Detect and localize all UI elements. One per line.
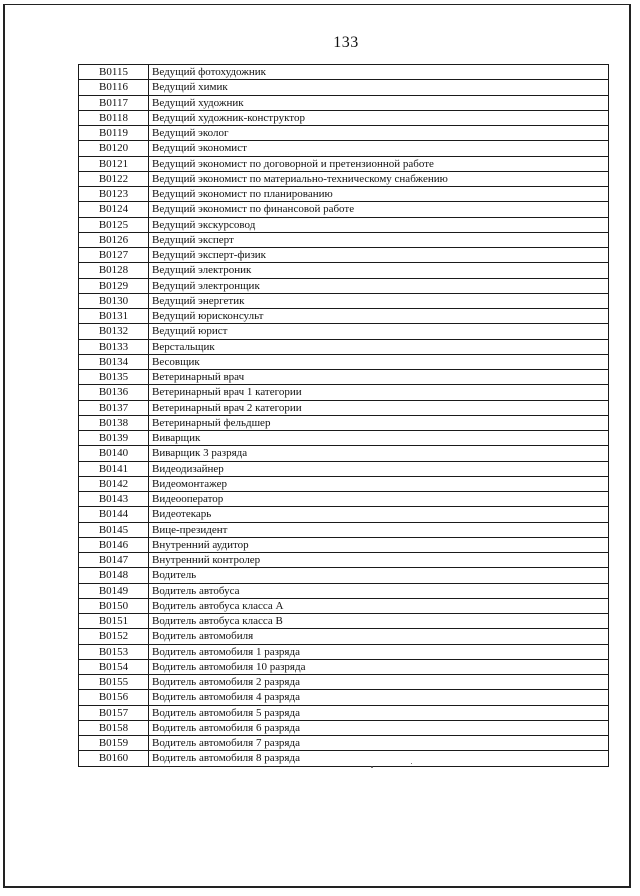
table-row [79,720,609,735]
table-row [79,202,609,217]
occupation-code: В0131 [79,309,149,324]
occupation-name: Ведущий юрист [149,324,609,339]
occupation-name: Ведущий фотохудожник [149,65,609,80]
occupation-name: Ведущий экскурсовод [149,217,609,232]
table-row [79,736,609,751]
occupation-name: Верстальщик [149,339,609,354]
occupation-name: Ведущий эксперт [149,232,609,247]
occupation-name: Водитель автомобиля 1 разряда [149,644,609,659]
scan-speck [371,766,373,768]
occupation-code: В0158 [79,720,149,735]
occupation-name: Ведущий электроник [149,263,609,278]
occupation-codes-table [78,64,609,767]
table-row [79,415,609,430]
table-row [79,248,609,263]
occupation-code: В0160 [79,751,149,766]
occupation-name: Ведущий химик [149,80,609,95]
scan-speck [411,763,412,764]
occupation-code: В0159 [79,736,149,751]
table-row [79,110,609,125]
table-row [79,126,609,141]
occupation-name: Ведущий экономист по планированию [149,187,609,202]
table-row [79,217,609,232]
occupation-name: Водитель автомобиля 2 разряда [149,675,609,690]
occupation-code: В0122 [79,171,149,186]
occupation-name: Водитель автомобиля [149,629,609,644]
occupation-code: В0125 [79,217,149,232]
occupation-name: Водитель автомобиля 6 разряда [149,720,609,735]
table-row [79,370,609,385]
occupation-code: В0123 [79,187,149,202]
occupation-name: Видеотекарь [149,507,609,522]
occupation-code: В0156 [79,690,149,705]
occupation-code: В0143 [79,492,149,507]
occupation-code: В0150 [79,598,149,613]
occupation-name: Весовщик [149,354,609,369]
occupation-code: В0141 [79,461,149,476]
occupation-code: В0145 [79,522,149,537]
occupation-name: Ветеринарный врач 2 категории [149,400,609,415]
occupation-name: Ведущий электронщик [149,278,609,293]
occupation-code: В0155 [79,675,149,690]
occupation-code: В0136 [79,385,149,400]
table-row [79,614,609,629]
occupation-name: Водитель автомобиля 10 разряда [149,659,609,674]
occupation-name: Ведущий художник [149,95,609,110]
table-row [79,553,609,568]
occupation-code: В0133 [79,339,149,354]
occupation-name: Водитель автомобиля 4 разряда [149,690,609,705]
occupation-code: В0147 [79,553,149,568]
occupation-code: В0124 [79,202,149,217]
occupation-code: В0154 [79,659,149,674]
table-row [79,446,609,461]
table-row [79,507,609,522]
table-row [79,80,609,95]
occupation-name: Ведущий эксперт-физик [149,248,609,263]
occupation-code: В0149 [79,583,149,598]
occupation-name: Виварщик [149,431,609,446]
table-row [79,629,609,644]
table-row [79,232,609,247]
occupation-code: В0117 [79,95,149,110]
table-row [79,339,609,354]
table-row [79,95,609,110]
occupation-code: В0128 [79,263,149,278]
occupation-name: Водитель автомобиля 7 разряда [149,736,609,751]
occupation-code: В0120 [79,141,149,156]
table-row [79,583,609,598]
occupation-name: Водитель автобуса класса В [149,614,609,629]
table-row [79,461,609,476]
occupation-name: Ведущий художник-конструктор [149,110,609,125]
occupation-name: Виварщик 3 разряда [149,446,609,461]
table-row [79,568,609,583]
occupation-code: В0151 [79,614,149,629]
occupation-code: В0132 [79,324,149,339]
occupation-name: Ветеринарный врач 1 категории [149,385,609,400]
occupation-code: В0115 [79,65,149,80]
occupation-name: Ведущий эколог [149,126,609,141]
occupation-name: Ветеринарный врач [149,370,609,385]
occupation-name: Ветеринарный фельдшер [149,415,609,430]
table-row [79,187,609,202]
occupation-name: Ведущий энергетик [149,293,609,308]
occupation-code: В0134 [79,354,149,369]
occupation-name: Ведущий юрисконсульт [149,309,609,324]
occupation-code: В0137 [79,400,149,415]
occupation-code: В0148 [79,568,149,583]
occupation-name: Вице-президент [149,522,609,537]
table-row [79,400,609,415]
table-row [79,492,609,507]
occupation-code: В0130 [79,293,149,308]
occupation-code: В0139 [79,431,149,446]
table-row [79,598,609,613]
table-row [79,705,609,720]
table-row [79,751,609,766]
occupation-name: Ведущий экономист [149,141,609,156]
occupation-code: В0157 [79,705,149,720]
occupation-code: В0127 [79,248,149,263]
table-row [79,263,609,278]
occupation-code: В0144 [79,507,149,522]
occupation-name: Водитель [149,568,609,583]
occupation-code: В0146 [79,537,149,552]
occupation-code: В0116 [79,80,149,95]
table-row [79,141,609,156]
occupation-code: В0138 [79,415,149,430]
occupation-code: В0142 [79,476,149,491]
table-row [79,65,609,80]
occupation-code: В0153 [79,644,149,659]
table-row [79,690,609,705]
table-row [79,309,609,324]
occupation-code: В0140 [79,446,149,461]
table-row [79,324,609,339]
table-row [79,659,609,674]
occupation-code: В0126 [79,232,149,247]
table-row [79,476,609,491]
table-row [79,522,609,537]
table-row [79,354,609,369]
table-row [79,644,609,659]
table-row [79,156,609,171]
page-number: 133 [333,34,359,51]
table-row [79,171,609,186]
occupation-name: Ведущий экономист по материально-техническому снабжению [149,171,609,186]
occupation-name: Внутренний аудитор [149,537,609,552]
occupation-name: Внутренний контролер [149,553,609,568]
table-row [79,431,609,446]
table-body [79,65,609,767]
table-row [79,537,609,552]
occupation-name: Водитель автомобиля 8 разряда [149,751,609,766]
occupation-code: В0118 [79,110,149,125]
occupation-name: Водитель автомобиля 5 разряда [149,705,609,720]
occupation-name: Видеооператор [149,492,609,507]
table-row [79,278,609,293]
table-row [79,293,609,308]
occupation-name: Водитель автобуса [149,583,609,598]
occupation-name: Видеомонтажер [149,476,609,491]
occupation-code: В0121 [79,156,149,171]
table-row [79,385,609,400]
occupation-code: В0129 [79,278,149,293]
occupation-name: Ведущий экономист по договорной и претензионной работе [149,156,609,171]
occupation-name: Видеодизайнер [149,461,609,476]
occupation-code: В0119 [79,126,149,141]
occupation-name: Ведущий экономист по финансовой работе [149,202,609,217]
occupation-code: В0152 [79,629,149,644]
table-row [79,675,609,690]
occupation-code: В0135 [79,370,149,385]
occupation-name: Водитель автобуса класса А [149,598,609,613]
